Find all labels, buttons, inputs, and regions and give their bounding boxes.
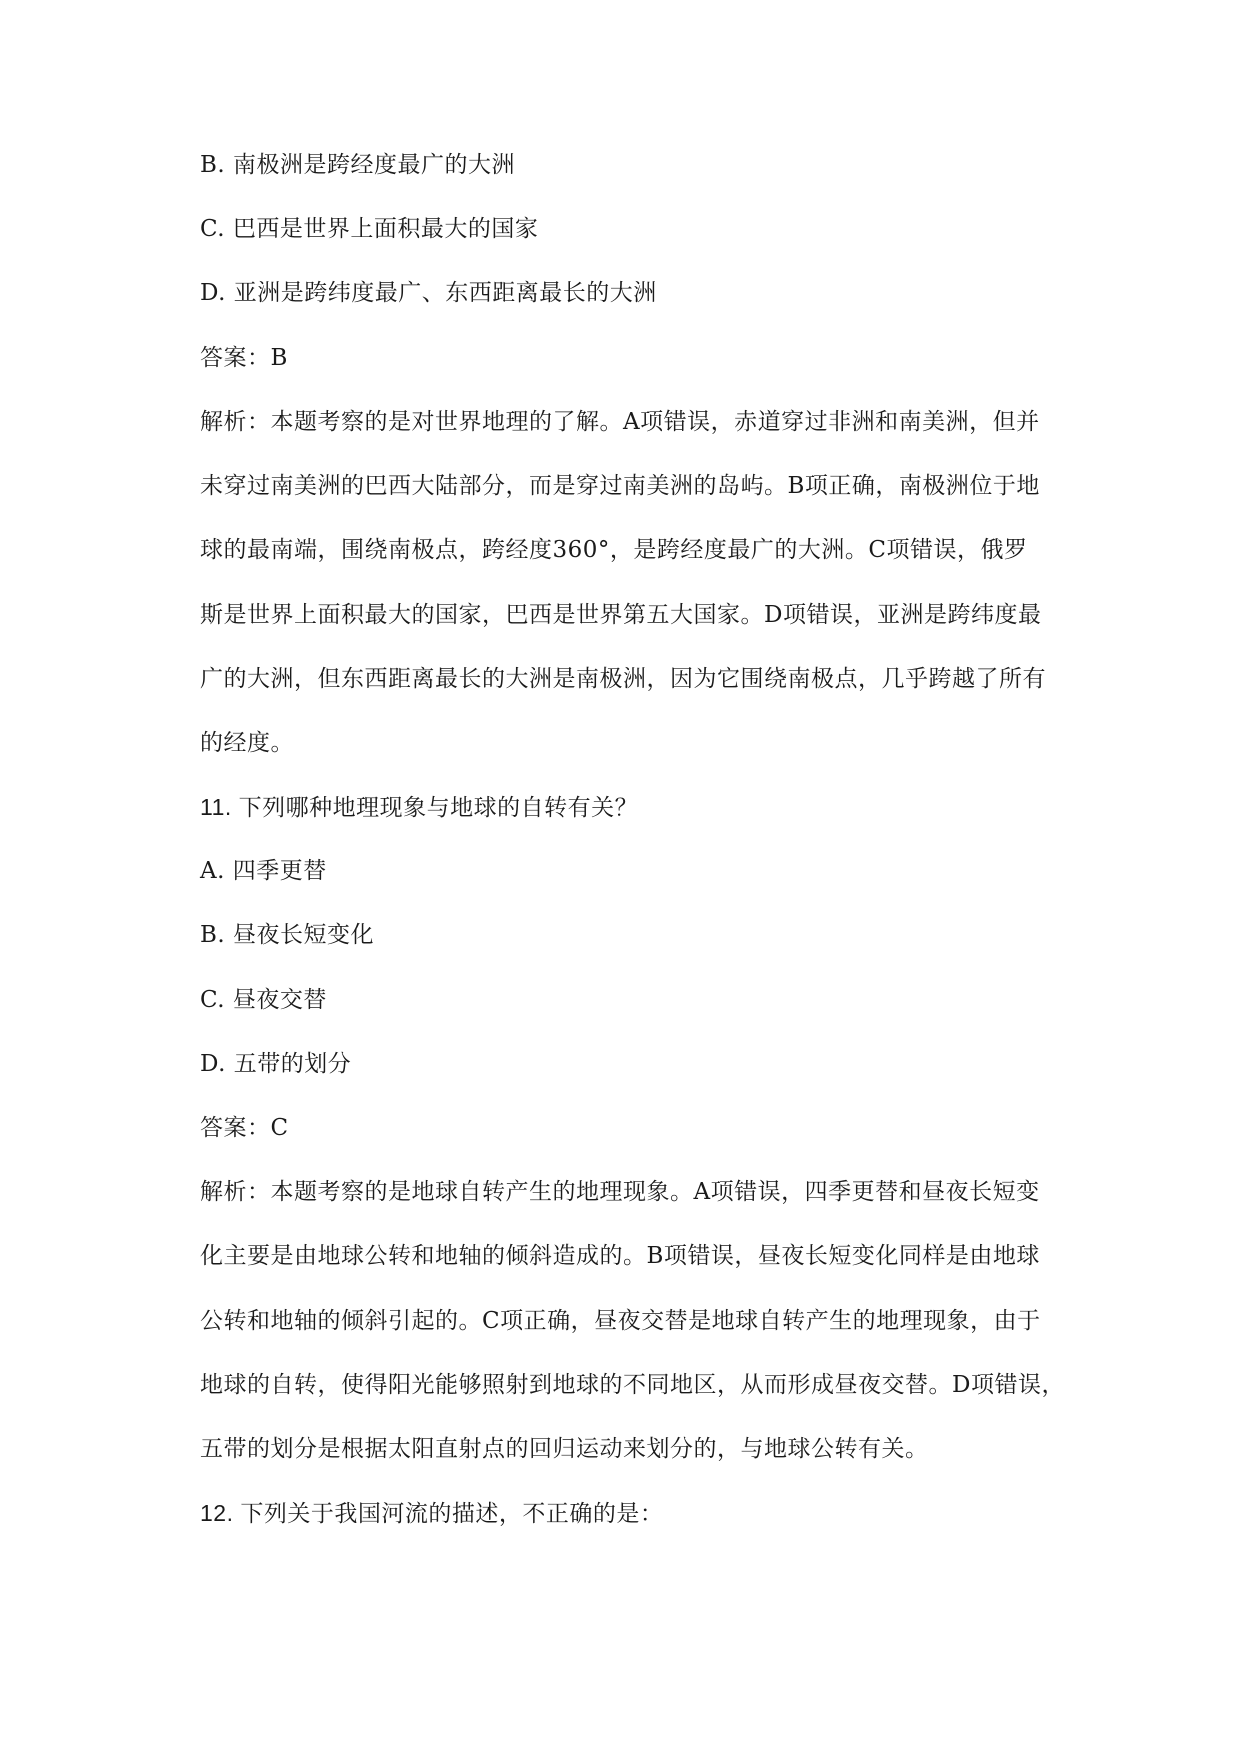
q11-option-c: C. 昼夜交替: [200, 987, 327, 1013]
q11-analysis-line-5: 五带的划分是根据太阳直射点的回归运动来划分的，与地球公转有关。: [200, 1436, 929, 1462]
q11-analysis-line-3: 公转和地轴的倾斜引起的。C项正确，昼夜交替是地球自转产生的地理现象，由于: [200, 1308, 1041, 1334]
q11-analysis-line-2: 化主要是由地球公转和地轴的倾斜造成的。B项错误，昼夜长短变化同样是由地球: [200, 1243, 1040, 1269]
q11-analysis-line-4: 地球的自转，使得阳光能够照射到地球的不同地区，从而形成昼夜交替。D项错误，: [200, 1372, 1065, 1398]
q10-analysis-line-3: 球的最南端，围绕南极点，跨经度360°，是跨经度最广的大洲。C项错误，俄罗: [200, 537, 1028, 563]
q10-answer: 答案：B: [200, 345, 288, 371]
q11-analysis-line-1: 解析：本题考察的是地球自转产生的地理现象。A项错误，四季更替和昼夜长短变: [200, 1179, 1040, 1205]
q11-answer: 答案：C: [200, 1115, 289, 1141]
q12-question: 12. 下列关于我国河流的描述，不正确的是：: [200, 1500, 664, 1526]
q10-option-d: D. 亚洲是跨纬度最广、东西距离最长的大洲: [200, 280, 657, 306]
q11-question: 11. 下列哪种地理现象与地球的自转有关？: [200, 794, 639, 820]
q11-option-d: D. 五带的划分: [200, 1051, 352, 1077]
q10-analysis-line-2: 未穿过南美洲的巴西大陆部分，而是穿过南美洲的岛屿。B项正确，南极洲位于地: [200, 473, 1040, 499]
q10-option-b: B. 南极洲是跨经度最广的大洲: [200, 152, 516, 178]
q10-analysis-line-5: 广的大洲，但东西距离最长的大洲是南极洲，因为它围绕南极点，几乎跨越了所有: [200, 666, 1046, 692]
q10-analysis-line-4: 斯是世界上面积最大的国家，巴西是世界第五大国家。D项错误，亚洲是跨纬度最: [200, 602, 1042, 628]
q10-analysis-line-6: 的经度。: [200, 730, 294, 756]
q11-option-b: B. 昼夜长短变化: [200, 922, 375, 948]
q11-option-a: A. 四季更替: [200, 858, 327, 884]
q10-option-c: C. 巴西是世界上面积最大的国家: [200, 216, 539, 242]
q10-analysis-line-1: 解析：本题考察的是对世界地理的了解。A项错误，赤道穿过非洲和南美洲，但并: [200, 409, 1040, 435]
